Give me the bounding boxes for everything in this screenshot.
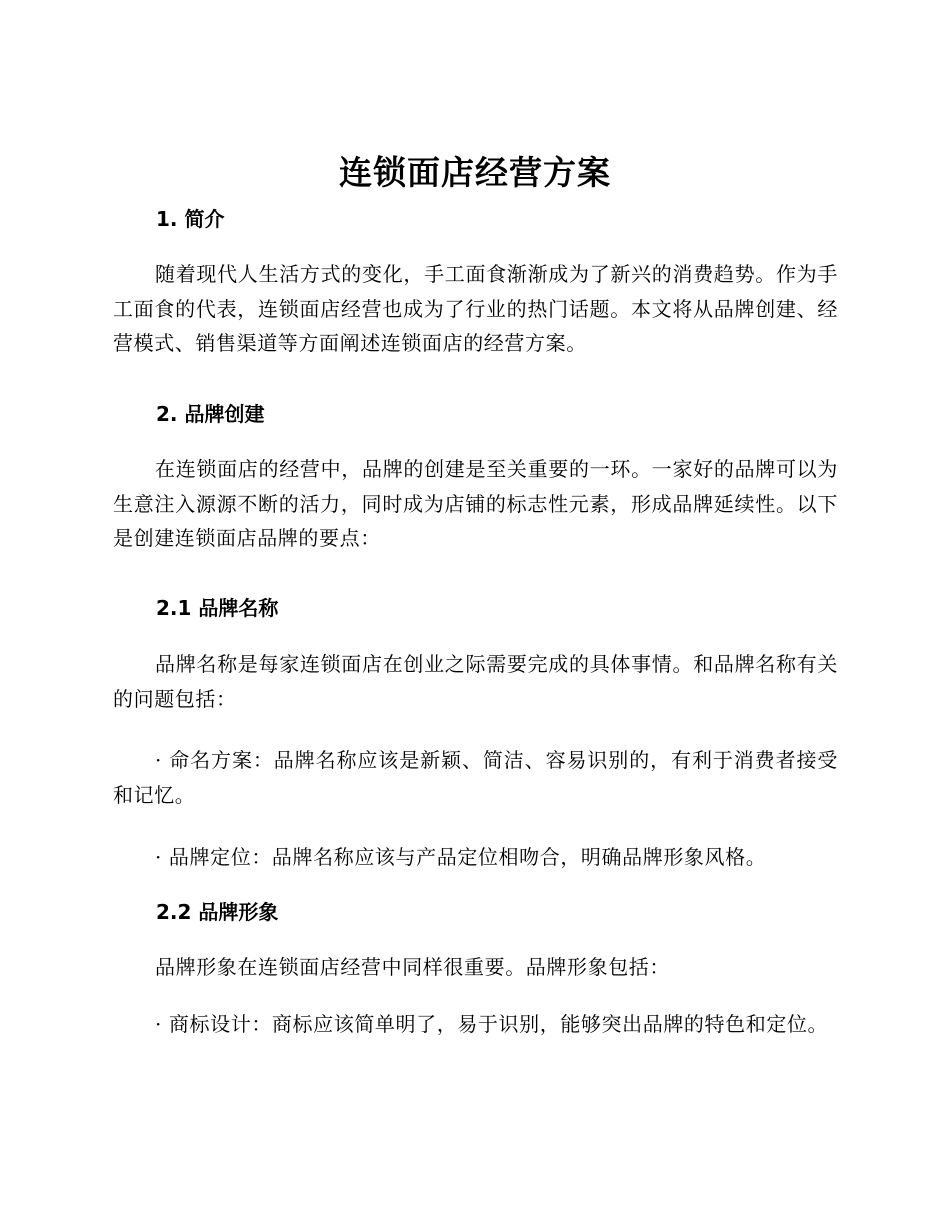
document-title: 连锁面店经营方案 — [339, 153, 611, 192]
paragraph-brand-creation: 在连锁面店的经营中，品牌的创建是至关重要的一环。一家好的品牌可以为生意注入源源不断的活力，同时成为店铺的标志性元素，形成品牌延续性。以下是创建连锁面店品牌的要点： — [113, 457, 838, 550]
paragraph-intro: 随着现代人生活方式的变化，手工面食渐渐成为了新兴的消费趋势。作为手工面食的代表，连锁面店经营也成为了行业的热门话题。本文将从品牌创建、经营模式、销售渠道等方面阐述连锁面店的经营方案。 — [113, 262, 838, 355]
bullet-naming-plan: · 命名方案：品牌名称应该是新颖、简洁、容易识别的，有利于消费者接受和记忆。 — [113, 748, 838, 807]
section-heading-brand-name: 2.1 品牌名称 — [156, 596, 279, 620]
paragraph-brand-name: 品牌名称是每家连锁面店在创业之际需要完成的具体事情。和品牌名称有关的问题包括： — [113, 652, 838, 711]
section-heading-intro: 1. 简介 — [156, 207, 225, 231]
paragraph-brand-image: 品牌形象在连锁面店经营中同样很重要。品牌形象包括： — [155, 955, 670, 979]
section-heading-brand-creation: 2. 品牌创建 — [156, 402, 265, 426]
bullet-brand-positioning: · 品牌定位：品牌名称应该与产品定位相吻合，明确品牌形象风格。 — [155, 845, 767, 869]
section-heading-brand-image: 2.2 品牌形象 — [156, 900, 279, 924]
bullet-logo-design: · 商标设计：商标应该简单明了，易于识别，能够突出品牌的特色和定位。 — [155, 1012, 829, 1036]
